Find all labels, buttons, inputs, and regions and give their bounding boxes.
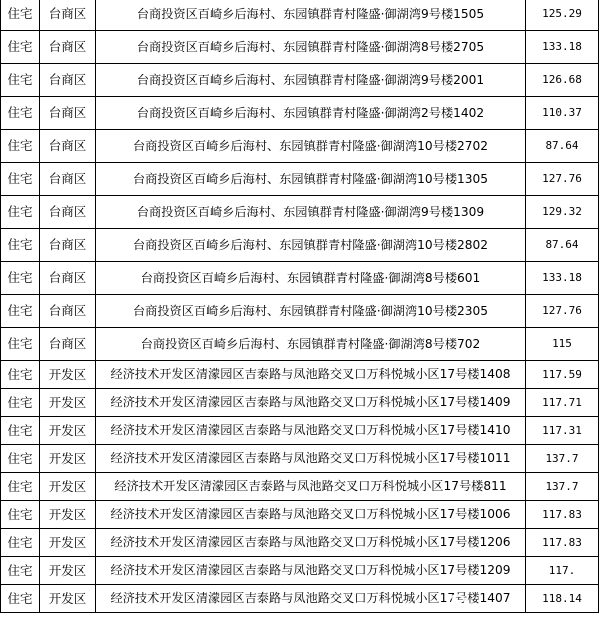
table-row [1, 229, 599, 262]
cell-district: 开发区 [40, 585, 96, 613]
cell-type: 住宅 [1, 529, 40, 557]
cell-area: 133.18 [526, 262, 599, 295]
cell-district: 开发区 [40, 557, 96, 585]
cell-type: 住宅 [1, 229, 40, 262]
cell-address: 台商投资区百崎乡后海村、东园镇群青村隆盛·御湖湾10号楼1305 [96, 163, 526, 196]
table-row [1, 417, 599, 445]
cell-area: 137.7 [526, 473, 599, 501]
cell-address: 台商投资区百崎乡后海村、东园镇群青村隆盛·御湖湾8号楼702 [96, 328, 526, 361]
table-row [1, 196, 599, 229]
cell-type: 住宅 [1, 196, 40, 229]
cell-type: 住宅 [1, 557, 40, 585]
cell-address: 台商投资区百崎乡后海村、东园镇群青村隆盛·御湖湾9号楼2001 [96, 64, 526, 97]
cell-area: 117. [526, 557, 599, 585]
cell-address: 经济技术开发区清濛园区吉泰路与凤池路交叉口万科悦城小区17号楼1407 [96, 585, 526, 613]
cell-district: 开发区 [40, 361, 96, 389]
cell-type: 住宅 [1, 31, 40, 64]
cell-address: 经济技术开发区清濛园区吉泰路与凤池路交叉口万科悦城小区17号楼1209 [96, 557, 526, 585]
table-row [1, 163, 599, 196]
cell-district: 开发区 [40, 389, 96, 417]
cell-address: 经济技术开发区清濛园区吉泰路与凤池路交叉口万科悦城小区17号楼1408 [96, 361, 526, 389]
cell-type: 住宅 [1, 163, 40, 196]
cell-address: 台商投资区百崎乡后海村、东园镇群青村隆盛·御湖湾10号楼2802 [96, 229, 526, 262]
cell-area: 117.71 [526, 389, 599, 417]
cell-type: 住宅 [1, 361, 40, 389]
cell-area: 125.29 [526, 0, 599, 31]
cell-address: 经济技术开发区清濛园区吉泰路与凤池路交叉口万科悦城小区17号楼1410 [96, 417, 526, 445]
property-table-body [1, 0, 599, 613]
cell-address: 经济技术开发区清濛园区吉泰路与凤池路交叉口万科悦城小区17号楼1011 [96, 445, 526, 473]
cell-type: 住宅 [1, 473, 40, 501]
table-row [1, 328, 599, 361]
table-row [1, 97, 599, 130]
table-row [1, 31, 599, 64]
cell-district: 台商区 [40, 262, 96, 295]
cell-area: 117.59 [526, 361, 599, 389]
table-row [1, 557, 599, 585]
table-row [1, 529, 599, 557]
table-row [1, 501, 599, 529]
cell-district: 开发区 [40, 473, 96, 501]
cell-address: 经济技术开发区清濛园区吉泰路与凤池路交叉口万科悦城小区17号楼1206 [96, 529, 526, 557]
cell-district: 台商区 [40, 295, 96, 328]
cell-district: 台商区 [40, 64, 96, 97]
cell-area: 117.83 [526, 501, 599, 529]
cell-type: 住宅 [1, 97, 40, 130]
cell-area: 126.68 [526, 64, 599, 97]
cell-district: 台商区 [40, 229, 96, 262]
cell-type: 住宅 [1, 501, 40, 529]
cell-district: 台商区 [40, 97, 96, 130]
cell-type: 住宅 [1, 389, 40, 417]
watermark [442, 592, 592, 618]
cell-address: 经济技术开发区清濛园区吉泰路与凤池路交叉口万科悦城小区17号楼811 [96, 473, 526, 501]
table-row [1, 0, 599, 31]
cell-address: 台商投资区百崎乡后海村、东园镇群青村隆盛·御湖湾9号楼1505 [96, 0, 526, 31]
cell-area: 137.7 [526, 445, 599, 473]
cell-area: 127.76 [526, 295, 599, 328]
cell-district: 开发区 [40, 529, 96, 557]
table-row [1, 361, 599, 389]
cell-type: 住宅 [1, 262, 40, 295]
table-row [1, 295, 599, 328]
cell-address: 台商投资区百崎乡后海村、东园镇群青村隆盛·御湖湾9号楼1309 [96, 196, 526, 229]
cell-address: 台商投资区百崎乡后海村、东园镇群青村隆盛·御湖湾8号楼601 [96, 262, 526, 295]
cell-address: 台商投资区百崎乡后海村、东园镇群青村隆盛·御湖湾10号楼2305 [96, 295, 526, 328]
cell-area: 87.64 [526, 130, 599, 163]
cell-area: 117.83 [526, 529, 599, 557]
cell-type: 住宅 [1, 0, 40, 31]
cell-area: 117.31 [526, 417, 599, 445]
cell-address: 台商投资区百崎乡后海村、东园镇群青村隆盛·御湖湾2号楼1402 [96, 97, 526, 130]
cell-area: 133.18 [526, 31, 599, 64]
cell-district: 开发区 [40, 445, 96, 473]
table-row [1, 262, 599, 295]
cell-district: 台商区 [40, 328, 96, 361]
cell-area: 129.32 [526, 196, 599, 229]
cell-address: 台商投资区百崎乡后海村、东园镇群青村隆盛·御湖湾10号楼2702 [96, 130, 526, 163]
table-row [1, 445, 599, 473]
cell-type: 住宅 [1, 130, 40, 163]
table-row [1, 473, 599, 501]
cell-area: 118.14 [526, 585, 599, 613]
cell-address: 台商投资区百崎乡后海村、东园镇群青村隆盛·御湖湾8号楼2705 [96, 31, 526, 64]
cell-area: 87.64 [526, 229, 599, 262]
cell-area: 127.76 [526, 163, 599, 196]
cell-district: 台商区 [40, 163, 96, 196]
cell-type: 住宅 [1, 417, 40, 445]
cell-address: 经济技术开发区清濛园区吉泰路与凤池路交叉口万科悦城小区17号楼1409 [96, 389, 526, 417]
table-row [1, 389, 599, 417]
cell-type: 住宅 [1, 295, 40, 328]
cell-district: 台商区 [40, 0, 96, 31]
table-row [1, 130, 599, 163]
cell-district: 台商区 [40, 130, 96, 163]
cell-type: 住宅 [1, 445, 40, 473]
table-row [1, 64, 599, 97]
cell-district: 开发区 [40, 417, 96, 445]
cell-address: 经济技术开发区清濛园区吉泰路与凤池路交叉口万科悦城小区17号楼1006 [96, 501, 526, 529]
cell-type: 住宅 [1, 328, 40, 361]
watermark-logo-icon [448, 594, 466, 612]
cell-district: 台商区 [40, 31, 96, 64]
cell-district: 台商区 [40, 196, 96, 229]
cell-area: 115 [526, 328, 599, 361]
cell-area: 110.37 [526, 97, 599, 130]
cell-type: 住宅 [1, 585, 40, 613]
cell-type: 住宅 [1, 64, 40, 97]
cell-district: 开发区 [40, 501, 96, 529]
